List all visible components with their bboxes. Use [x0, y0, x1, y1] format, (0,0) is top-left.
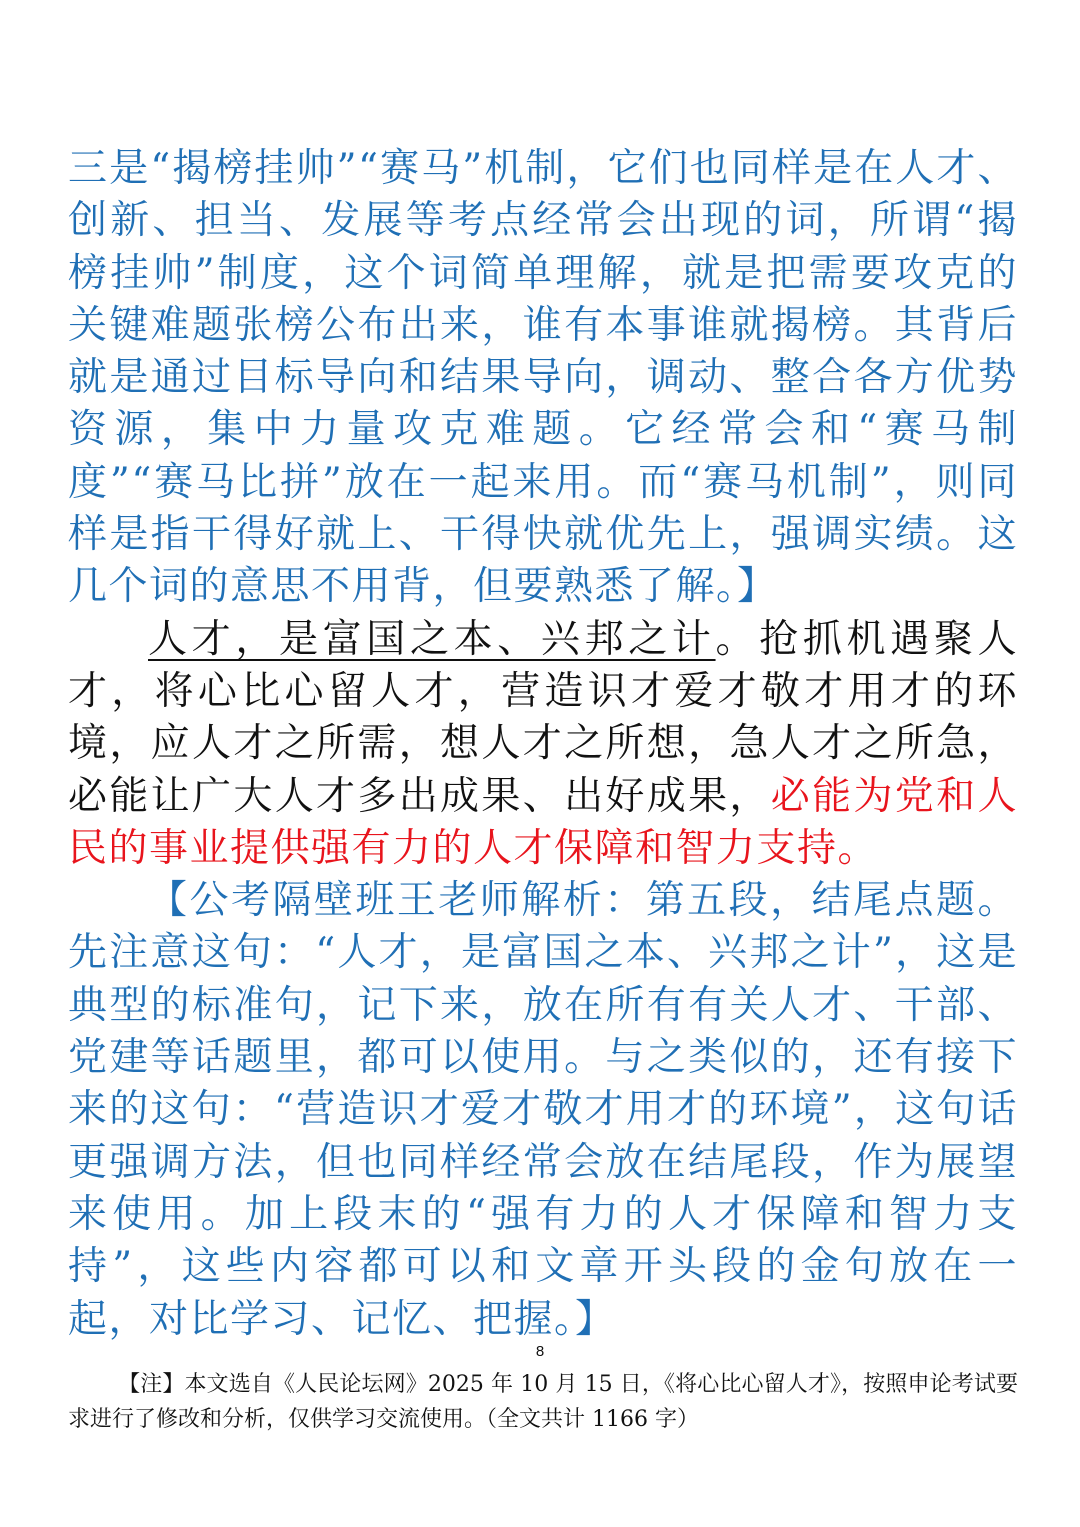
analysis-text: 三是“揭榜挂帅”“赛马”机制，它们也同样是在人才、创新、担当、发展等考点经常会出现的词，所谓“揭榜挂帅”制度，这个词简单理解，就是把需要攻克的关键难题张榜公布出来，谁有本事谁就揭榜。其背后就是通过目标导向和结果导向，调动、整合各方优势资源，集中力量攻克难题。它经常会和“赛马制度”“赛马比拼”放在一起来用。而“赛马机制”，则同样是指干得好就上、干得快就优先上，强调实绩。这几个词的意思不用背，但要熟悉了解。】 [68, 146, 1018, 610]
highlighted-conclusion: 必能为党和人民的事业提供强有力的人才保障和智力支持。 [68, 773, 1018, 871]
analysis-text: 【公考隔壁班王老师解析：第五段，结尾点题。先注意这句：“人才，是富国之本、兴邦之计”，这是典型的标准句，记下来，放在所有有关人才、干部、党建等话题里，都可以使用。与之类似的，还有接下来的这句：“营造识才爱才敬才用才的环境”，这句话更强调方法，但也同样经常会放在结尾段，作为展望来使用。加上段末的“强有力的人才保障和智力支持”，这些内容都可以和文章开头段的金句放在一起，对比学习、记忆、把握。】 [68, 878, 1018, 1342]
analysis-paragraph-five [68, 875, 1018, 1346]
article-paragraph-five [68, 614, 1018, 875]
article-body [68, 143, 1018, 1346]
body-sentence: 。抢抓机遇聚人才，将心比心留人才，营造识才爱才敬才用才的环境，应人才之所需，想人才之所想，急人才之所急，必能让广大人才多出成果、出好成果， [68, 616, 1018, 819]
source-footnote [68, 1367, 1018, 1437]
analysis-paragraph-continued [68, 143, 1018, 614]
footnote-text: 【注】本文选自《人民论坛网》2025 年 10 月 15 日，《将心比心留人才》，按照申论考试要求进行了修改和分析，仅供学习交流使用。（全文共计 1166 字） [68, 1372, 1018, 1432]
page-number: 8 [535, 1343, 545, 1360]
key-sentence-underlined: 人才，是富国之本、兴邦之计 [148, 616, 716, 662]
